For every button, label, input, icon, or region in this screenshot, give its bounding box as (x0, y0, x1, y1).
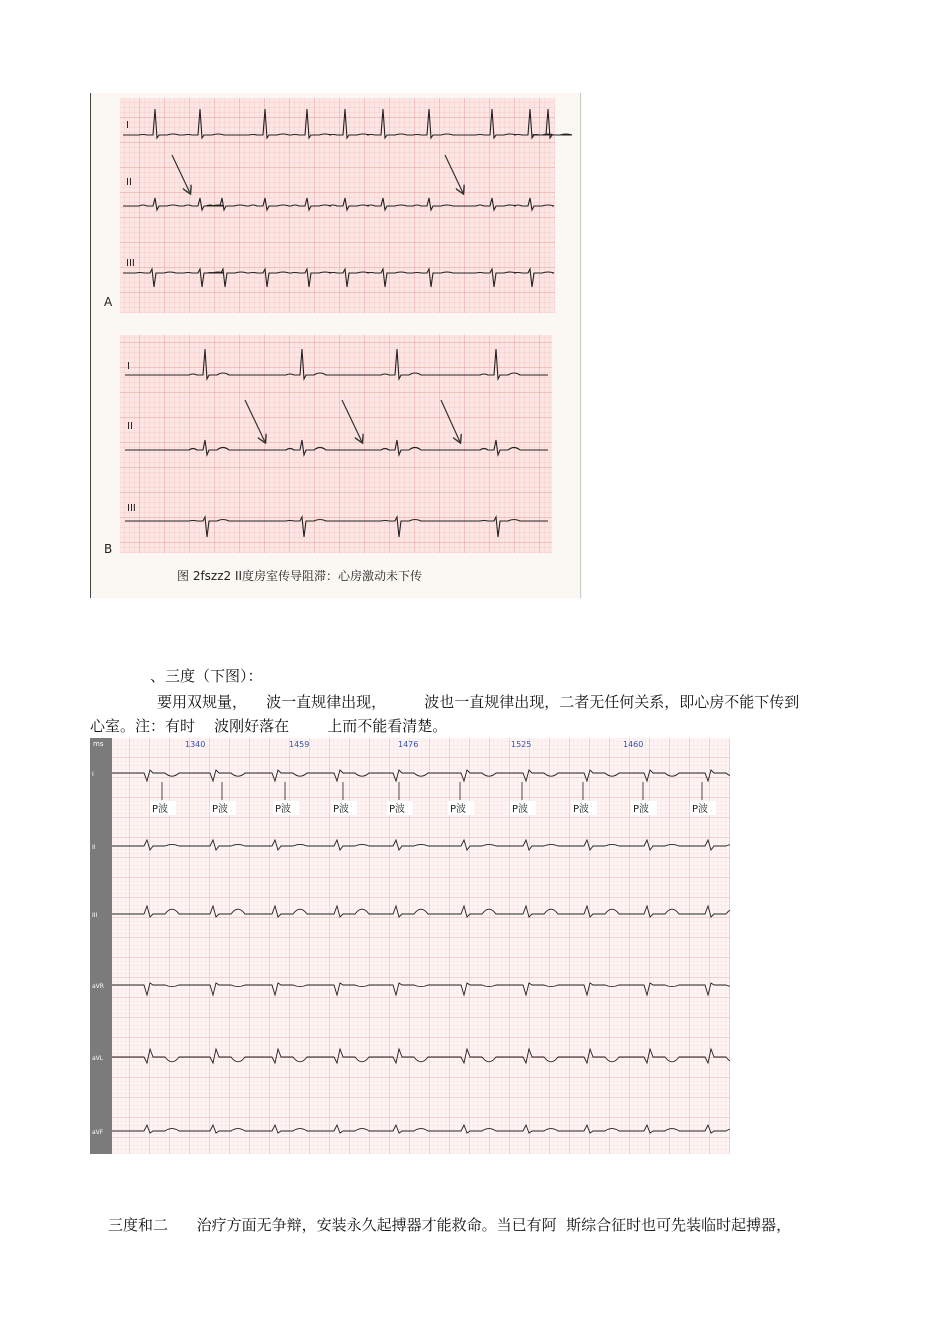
lead-label-4: aVR (92, 983, 104, 990)
lead-label-a-3: III (126, 258, 135, 269)
lead-label-b-3: III (127, 503, 136, 514)
lead-label-3: III (92, 912, 98, 919)
paragraph-line-1: 要用双规量， 波一直规律出现， 波也一直规律出现，二者无任何关系，即心房不能下传到 (157, 693, 800, 711)
p-wave-label: P波 (275, 804, 292, 815)
panel-a-label: A (104, 295, 113, 309)
lead-label-2: II (92, 844, 96, 851)
p-wave-label: P波 (450, 804, 467, 815)
ms-label: ms (93, 740, 104, 748)
p-wave-label: P波 (573, 804, 590, 815)
p-wave-label: P波 (212, 804, 229, 815)
p-wave-label: P波 (512, 804, 529, 815)
lead-label-6: aVF (92, 1129, 104, 1136)
p-wave-label: P波 (333, 804, 350, 815)
interval-2: 1459 (289, 740, 310, 749)
p-wave-label: P波 (633, 804, 650, 815)
p-wave-label: P波 (692, 804, 709, 815)
section-heading: 、三度（下图）： (150, 667, 263, 685)
lead-label-a-2: II (126, 177, 132, 188)
interval-4: 1525 (511, 740, 532, 749)
p-wave-label: P波 (389, 804, 406, 815)
p-wave-label: P波 (152, 804, 169, 815)
ecg-figure-av-block-second-degree (90, 93, 582, 598)
lead-label-b-2: II (127, 421, 133, 432)
paragraph-line-2: 心室。注：有时 波刚好落在 上而不能看清楚。 (90, 717, 448, 735)
interval-1: 1340 (185, 740, 206, 749)
figure1-caption: 图 2fszz2 II度房室传导阻滞：心房激动未下传 (177, 569, 423, 583)
lead-label-1: I (92, 771, 94, 778)
interval-5: 1460 (623, 740, 644, 749)
lead-label-a-1: I (126, 120, 129, 131)
panel-b-label: B (104, 542, 113, 556)
lead-label-strip (90, 738, 112, 1154)
ecg-figure-third-degree-block (90, 738, 730, 1154)
lead-label-b-1: I (127, 361, 130, 372)
lead-label-5: aVL (92, 1055, 104, 1062)
interval-3: 1476 (398, 740, 419, 749)
final-line: 三度和二 治疗方面无争辩，安装永久起搏器才能救命。当已有阿 斯综合征时也可先装临时起搏器， (108, 1216, 792, 1234)
